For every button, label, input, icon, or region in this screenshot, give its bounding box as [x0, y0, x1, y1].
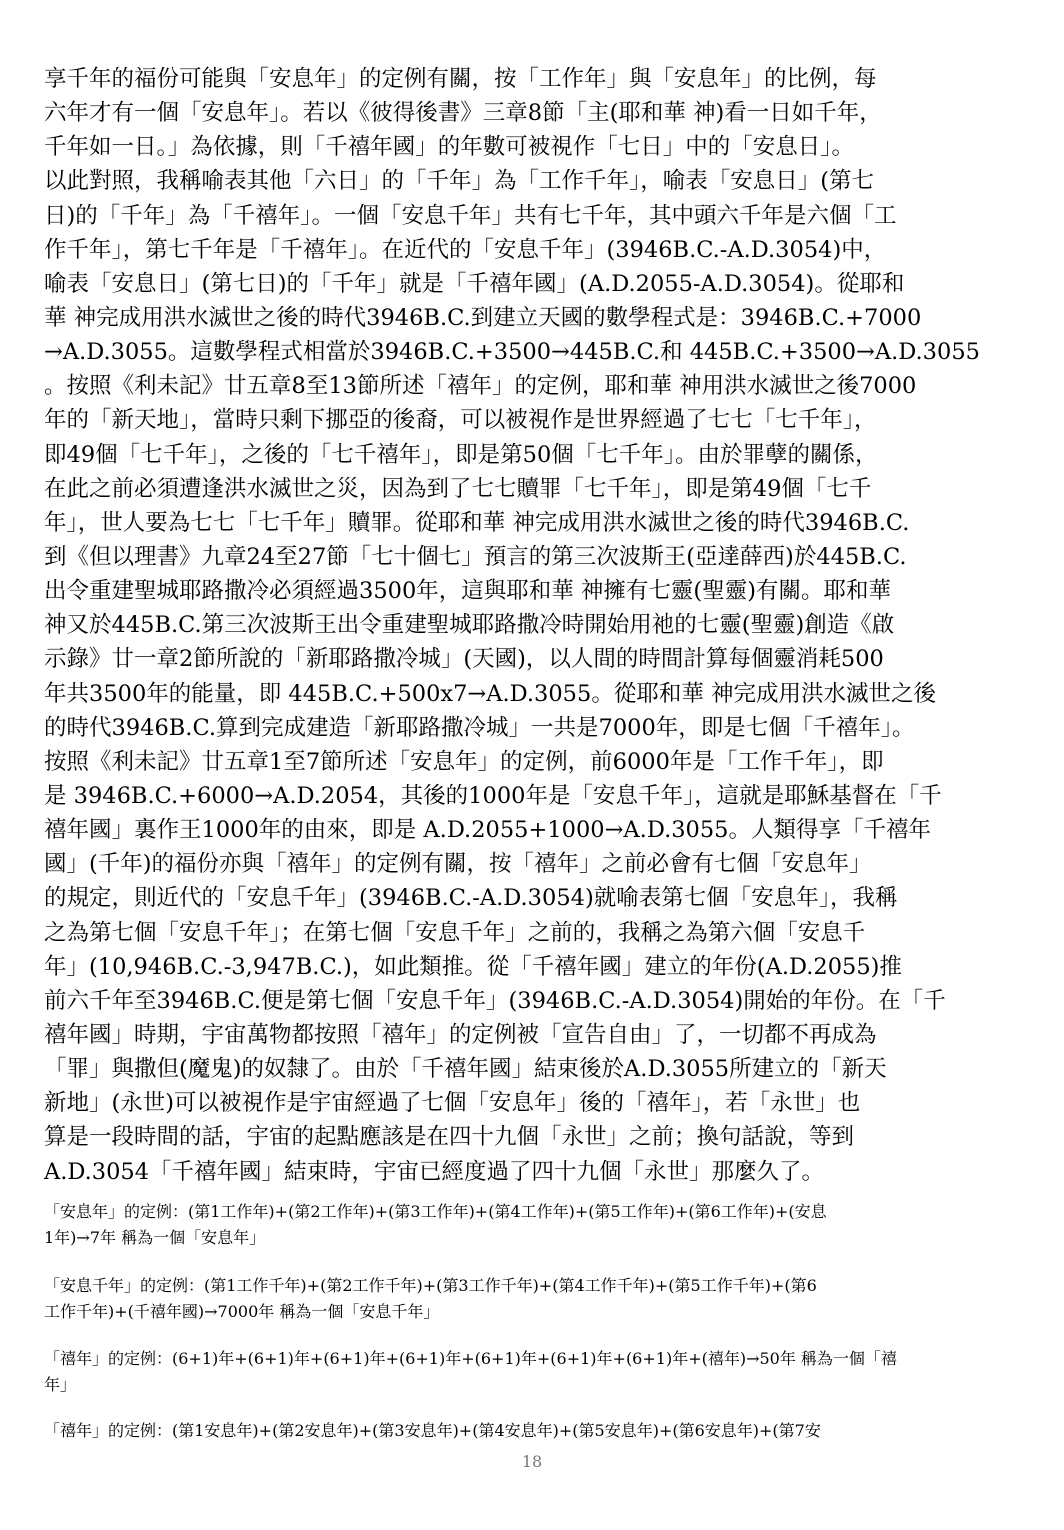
note-line: 「禧年」的定例：(第1安息年)+(第2安息年)+(第3安息年)+(第4安息年)+(第5安息年)+(第6安息年)+(第7安 [44, 1421, 821, 1440]
text-line: 。按照《利未記》廿五章8至13節所述「禧年」的定例，耶和華 神用洪水滅世之後7000 [44, 373, 917, 400]
definition-note-sabbath-year [44, 1199, 1024, 1251]
note-line: 1年)→7年 稱為一個「安息年」 [44, 1228, 266, 1247]
text-line: 日)的「千年」為「千禧年」。一個「安息千年」共有七千年，其中頭六千年是六個「工 [44, 202, 897, 229]
note-line: 工作千年)+(千禧年國)→7000年 稱為一個「安息千年」 [44, 1302, 440, 1321]
text-line: 年」(10,946B.C.-3,947B.C.)，如此類推。從「千禧年國」建立的年份(A.D.2055)推 [44, 953, 902, 980]
text-line: 算是一段時間的話，宇宙的起點應該是在四十九個「永世」之前；換句話說，等到 [44, 1124, 855, 1151]
text-line: 是 3946B.C.+6000→A.D.2054，其後的1000年是「安息千年」，這就是耶穌基督在「千 [44, 782, 942, 809]
definition-note-sabbath-millennium [44, 1273, 1024, 1325]
text-line: 神又於445B.C.第三次波斯王出令重建聖城耶路撒冷時開始用祂的七靈(聖靈)創造《啟 [44, 612, 895, 639]
text-line: 喻表「安息日」(第七日)的「千年」就是「千禧年國」(A.D.2055-A.D.3054)。從耶和 [44, 270, 905, 297]
text-line: 的規定，則近代的「安息千年」(3946B.C.-A.D.3054)就喻表第七個「安息年」，我稱 [44, 885, 898, 912]
text-line: 以此對照，我稱喻表其他「六日」的「千年」為「工作千年」，喻表「安息日」(第七 [44, 168, 875, 195]
definition-note-jubilee-sabbath [44, 1418, 1024, 1444]
text-line: 年共3500年的能量，即 445B.C.+500x7→A.D.3055。從耶和華 神完成用洪水滅世之後 [44, 680, 936, 707]
text-line: 禧年國」裏作王1000年的由來，即是 A.D.2055+1000→A.D.3055。人類得享「千禧年 [44, 817, 931, 844]
text-line: 在此之前必須遭逢洪水滅世之災，因為到了七七贖罪「七千年」，即是第49個「七千 [44, 475, 872, 502]
text-line: 「罪」與撒但(魔鬼)的奴隸了。由於「千禧年國」結束後於A.D.3055所建立的「新天 [44, 1056, 887, 1083]
text-line: 華 神完成用洪水滅世之後的時代3946B.C.到建立天國的數學程式是：3946B.C.+7000 [44, 304, 922, 331]
text-line: 前六千年至3946B.C.便是第七個「安息千年」(3946B.C.-A.D.3054)開始的年份。在「千 [44, 987, 946, 1014]
page-number: 18 [521, 1452, 543, 1471]
text-line: 年」，世人要為七七「七千年」贖罪。從耶和華 神完成用洪水滅世之後的時代3946B.C. [44, 509, 910, 536]
note-line: 「安息年」的定例：(第1工作年)+(第2工作年)+(第3工作年)+(第4工作年)+(第5工作年)+(第6工作年)+(安息 [44, 1202, 827, 1221]
main-paragraph [44, 62, 1024, 1189]
text-line: 到《但以理書》九章24至27節「七十個七」預言的第三次波斯王(亞達薛西)於445B.C. [44, 543, 907, 570]
text-line: 作千年」，第七千年是「千禧年」。在近代的「安息千年」(3946B.C.-A.D.3054)中， [44, 236, 887, 263]
text-line: 即49個「七千年」，之後的「七千禧年」，即是第50個「七千年」。由於罪孽的關係， [44, 441, 878, 468]
text-line: 按照《利未記》廿五章1至7節所述「安息年」的定例，前6000年是「工作千年」，即 [44, 748, 884, 775]
text-line: 六年才有一個「安息年」。若以《彼得後書》三章8節「主(耶和華 神)看一日如千年， [44, 100, 882, 127]
note-line: 年」 [44, 1375, 77, 1394]
text-line: 示錄》廿一章2節所說的「新耶路撒冷城」(天國)，以人間的時間計算每個靈消耗500 [44, 646, 884, 673]
note-line: 「禧年」的定例：(6+1)年+(6+1)年+(6+1)年+(6+1)年+(6+1)年+(6+1)年+(6+1)年+(禧年)→50年 稱為一個「禧 [44, 1349, 897, 1368]
text-line: 年的「新天地」，當時只剩下挪亞的後裔，可以被視作是世界經過了七七「七千年」， [44, 407, 877, 434]
text-line: 出令重建聖城耶路撒冷必須經過3500年，這與耶和華 神擁有七靈(聖靈)有關。耶和華 [44, 578, 891, 605]
text-line: 新地」(永世)可以被視作是宇宙經過了七個「安息年」後的「禧年」，若「永世」也 [44, 1090, 861, 1117]
text-line: 國」(千年)的福份亦與「禧年」的定例有關，按「禧年」之前必會有七個「安息年」 [44, 851, 872, 878]
text-line: 的時代3946B.C.算到完成建造「新耶路撒冷城」一共是7000年，即是七個「千禧年」。 [44, 714, 915, 741]
text-line: →A.D.3055。這數學程式相當於3946B.C.+3500→445B.C.和 445B.C.+3500→A.D.3055 [44, 339, 980, 366]
text-line: 禧年國」時期，宇宙萬物都按照「禧年」的定例被「宣告自由」了，一切都不再成為 [44, 1021, 877, 1048]
note-line: 「安息千年」的定例：(第1工作千年)+(第2工作千年)+(第3工作千年)+(第4工作千年)+(第5工作千年)+(第6 [44, 1276, 817, 1295]
text-line: 享千年的福份可能與「安息年」的定例有關，按「工作年」與「安息年」的比例，每 [44, 66, 877, 92]
definition-note-jubilee [44, 1346, 1024, 1398]
text-line: A.D.3054「千禧年國」結束時，宇宙已經度過了四十九個「永世」那麼久了。 [44, 1158, 825, 1185]
text-line: 之為第七個「安息千年」；在第七個「安息千年」之前的，我稱之為第六個「安息千 [44, 919, 866, 946]
text-line: 千年如一日。」為依據，則「千禧年國」的年數可被視作「七日」中的「安息日」。 [44, 134, 855, 161]
